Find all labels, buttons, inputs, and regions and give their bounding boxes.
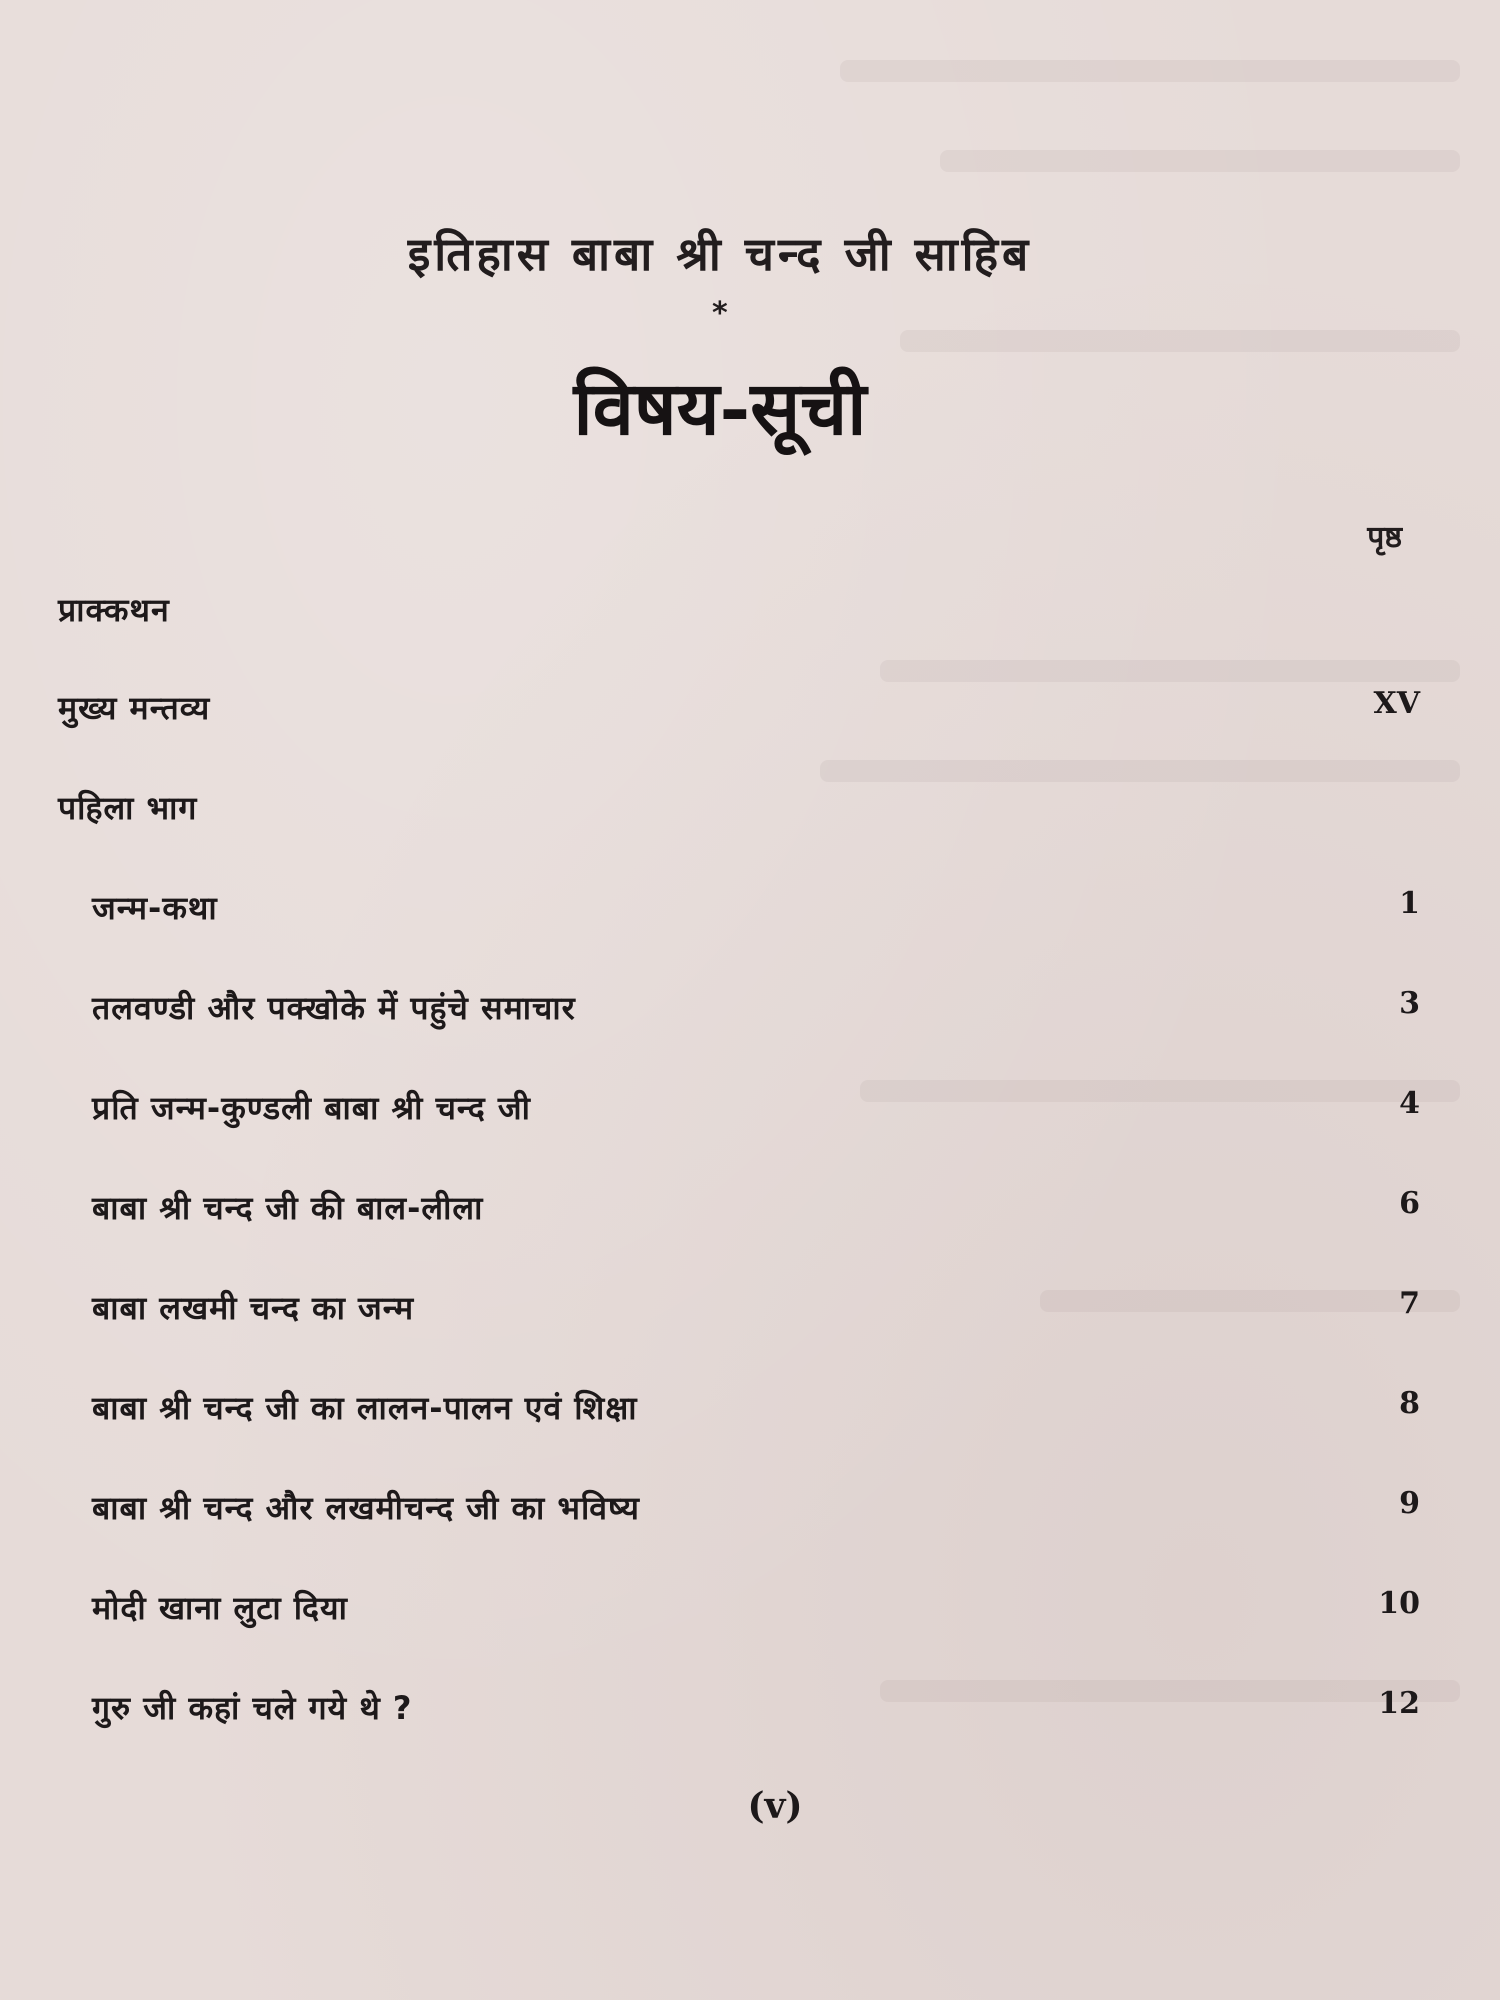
toc-entry-title: तलवण्डी और पक्खोके में पहुंचे समाचार bbox=[92, 989, 576, 1027]
bleed-through-mark bbox=[900, 330, 1460, 352]
toc-entry-page: 12 bbox=[1378, 1686, 1420, 1721]
toc-row bbox=[0, 686, 1500, 736]
toc-entry-title: बाबा श्री चन्द जी की बाल-लीला bbox=[92, 1189, 484, 1227]
book-title: इतिहास बाबा श्री चन्द जी साहिब bbox=[407, 227, 1033, 281]
toc-row bbox=[0, 1686, 1500, 1736]
toc-entry-page: 8 bbox=[1399, 1386, 1420, 1421]
toc-entry-title: मोदी खाना लुटा दिया bbox=[92, 1589, 348, 1627]
toc-entry-title: बाबा श्री चन्द जी का लालन-पालन एवं शिक्षा bbox=[92, 1389, 638, 1427]
bleed-through-mark bbox=[820, 760, 1460, 782]
toc-entry-page: 3 bbox=[1399, 986, 1420, 1021]
toc-row bbox=[0, 1486, 1500, 1536]
toc-entry-page: 10 bbox=[1378, 1586, 1420, 1621]
toc-row bbox=[0, 1586, 1500, 1636]
toc-entry-page: 9 bbox=[1399, 1486, 1420, 1521]
toc-row bbox=[0, 786, 1500, 836]
toc-entry-page: 1 bbox=[1399, 886, 1420, 921]
toc-entry-page: XV bbox=[1373, 686, 1420, 721]
toc-heading: विषय-सूची bbox=[573, 366, 867, 452]
toc-entry-title: पहिला भाग bbox=[58, 789, 198, 827]
toc-row bbox=[0, 1386, 1500, 1436]
toc-entry-title: बाबा श्री चन्द और लखमीचन्द जी का भविष्य bbox=[92, 1489, 640, 1527]
toc-entry-page: 7 bbox=[1399, 1286, 1420, 1321]
toc-entry-title: मुख्य मन्तव्य bbox=[58, 689, 211, 727]
toc-entry-title: प्राक्कथन bbox=[58, 591, 170, 629]
toc-row bbox=[0, 1186, 1500, 1236]
toc-entry-title: बाबा लखमी चन्द का जन्म bbox=[92, 1289, 415, 1327]
toc-entry-page: 4 bbox=[1399, 1086, 1420, 1121]
toc-row bbox=[0, 1086, 1500, 1136]
bleed-through-mark bbox=[880, 660, 1460, 682]
page-number: (v) bbox=[747, 1785, 803, 1827]
toc-entry-title: प्रति जन्म-कुण्डली बाबा श्री चन्द जी bbox=[92, 1089, 531, 1127]
toc-row bbox=[0, 1286, 1500, 1336]
toc-row bbox=[0, 886, 1500, 936]
toc-entry-title: जन्म-कथा bbox=[92, 889, 218, 927]
toc-entry-title: गुरु जी कहां चले गये थे ? bbox=[92, 1689, 413, 1727]
page-column-label: पृष्ठ bbox=[1367, 520, 1402, 555]
toc-row bbox=[0, 986, 1500, 1036]
title-separator: * bbox=[712, 296, 728, 331]
toc-row bbox=[0, 588, 1500, 638]
toc-entry-page: 6 bbox=[1399, 1186, 1420, 1221]
bleed-through-mark bbox=[940, 150, 1460, 172]
bleed-through-mark bbox=[840, 60, 1460, 82]
